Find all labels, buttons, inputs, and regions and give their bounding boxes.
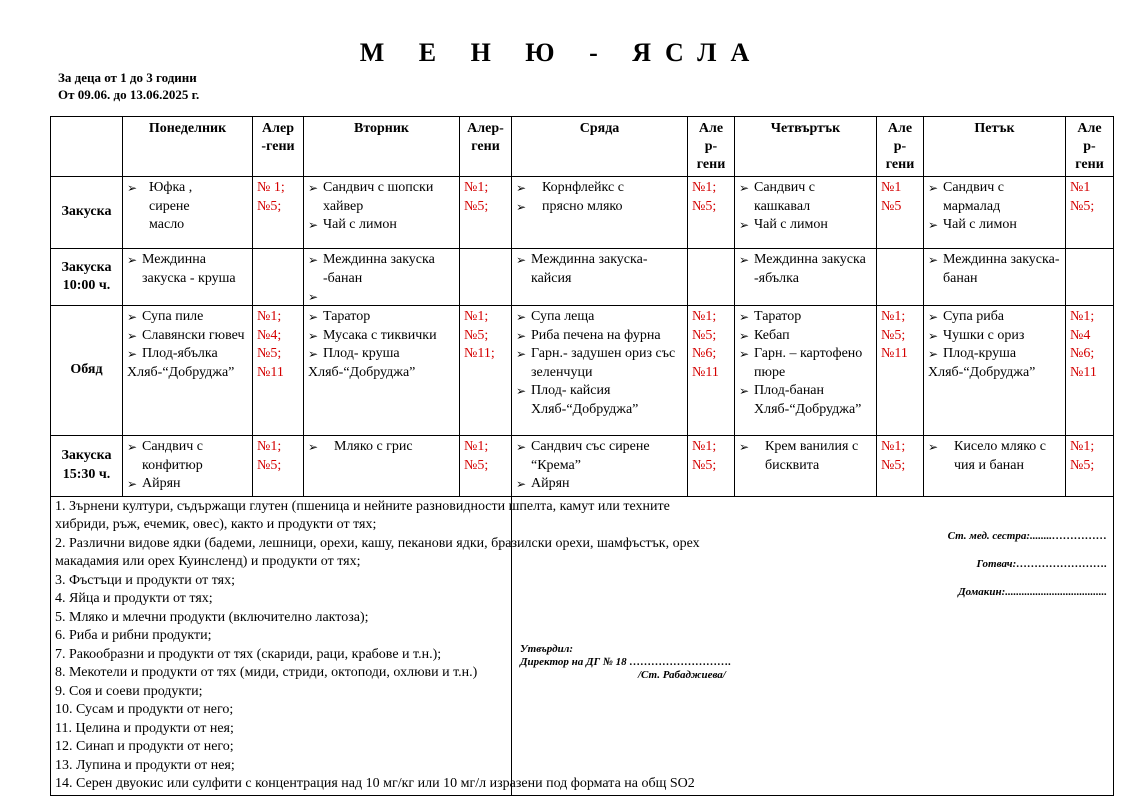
arrow-bullet-icon: ➢: [308, 290, 319, 304]
list-item: ➢ Плод-круша: [928, 345, 1061, 364]
allergens-thu-afternoon: №1; №5;: [877, 436, 924, 497]
bread-label: Хляб-“Добруджа”: [308, 364, 416, 380]
row-snack-1530: [51, 436, 1114, 497]
arrow-bullet-icon: ➢: [127, 328, 138, 343]
allergens-tue-lunch: №1; №5; №11;: [460, 306, 512, 436]
cell-fri-snack: [924, 249, 1066, 306]
arrow-bullet-icon: ➢: [308, 347, 319, 361]
list-item: ➢ Чай с лимон: [308, 216, 455, 235]
nurse-signature: Ст. мед. сестра:........……………: [947, 529, 1107, 542]
list-item: ➢ Чушки с ориз: [928, 327, 1061, 346]
row-label: Закуска 15:30 ч.: [51, 436, 123, 497]
cell-fri-afternoon: [924, 436, 1066, 497]
list-item: ➢ Гарн. – картофено пюре: [739, 346, 863, 380]
allergens-mon-afternoon: №1; №5;: [253, 436, 304, 497]
arrow-bullet-icon: ➢: [516, 347, 527, 361]
arrow-bullet-icon: ➢: [739, 347, 750, 361]
allergens-thu-lunch: №1; №5; №11: [877, 306, 924, 436]
list-item: ➢ Сандвич със сирене “Крема”: [516, 439, 650, 473]
row-lunch: [51, 306, 1114, 436]
arrow-bullet-icon: ➢: [928, 181, 939, 195]
row-label: Обяд: [51, 306, 123, 436]
allergens-wed-lunch: №1; №5; №6; №11: [688, 306, 735, 436]
legend-line: 5. Мляко и млечни продукти (включително лактоза);: [55, 609, 369, 625]
arrow-bullet-icon: ➢: [739, 181, 750, 195]
arrow-bullet-icon: ➢: [516, 384, 527, 398]
legend-line: 8. Мекотели и продукти от тях (миди, стриди, октоподи, охлюви и т.н.): [55, 665, 478, 680]
arrow-bullet-icon: ➢: [516, 310, 527, 324]
row-snack-1000: [51, 249, 1114, 306]
arrow-bullet-icon: ➢: [739, 384, 750, 398]
arrow-bullet-icon: ➢: [127, 440, 138, 454]
header-thursday-allergens: Але р- гени: [877, 117, 924, 177]
list-item: ➢ Плод-ябълка: [127, 345, 248, 364]
arrow-bullet-icon: ➢: [928, 253, 939, 267]
page-title: М Е Н Ю - ЯСЛА: [359, 38, 764, 67]
allergens-thu-snack: [877, 249, 924, 306]
row-breakfast: [51, 177, 1114, 249]
approved-label: Утвърдил:: [520, 642, 574, 655]
list-item: ➢ Супа леща: [516, 308, 683, 327]
arrow-bullet-icon: ➢: [739, 310, 750, 324]
arrow-bullet-icon: ➢: [127, 253, 138, 267]
legend-line: 12. Синап и продукти от него;: [55, 739, 234, 754]
legend-line: 11. Целина и продукти от нея;: [55, 720, 234, 736]
legend-line: 6. Риба и рибни продукти;: [55, 628, 212, 643]
legend-line: 2. Различни видове ядки (бадеми, лешници, орехи, кашу, пеканови ядки, бразилски орехи, шамфъстък, орех: [55, 535, 700, 551]
allergens-fri-lunch: №1; №4 №6; №11: [1066, 306, 1114, 436]
list-item: ➢ Айрян: [127, 475, 248, 494]
arrow-bullet-icon: ➢: [127, 347, 138, 361]
list-item: ➢ Таратор: [739, 308, 872, 327]
cell-mon-breakfast: [123, 177, 253, 249]
list-item: ➢ Гарн.- задушен ориз със зеленчуци: [516, 346, 676, 380]
allergens-wed-breakfast: №1; №5;: [688, 177, 735, 249]
allergens-fri-snack: [1066, 249, 1114, 306]
allergens-tue-afternoon: №1; №5;: [460, 436, 512, 497]
arrow-bullet-icon: ➢: [739, 328, 750, 343]
arrow-bullet-icon: ➢: [308, 310, 319, 324]
cell-mon-snack: [123, 249, 253, 306]
header-wednesday: Сряда: [512, 117, 688, 177]
header-thursday: Четвъртък: [735, 117, 877, 177]
list-item: ➢ Междинна закуска -банан: [308, 252, 435, 286]
arrow-bullet-icon: ➢: [308, 328, 319, 343]
director-name: /Ст. Рабаджиева/: [638, 668, 726, 681]
housekeeper-signature: Домакин:.....................................: [958, 585, 1107, 598]
list-item: ➢ Сандвич с конфитюр: [127, 439, 204, 473]
bread-label: Хляб-“Добруджа”: [127, 364, 235, 380]
arrow-bullet-icon: ➢: [739, 440, 750, 454]
legend-line: хибриди, ръж, ечемик, овес), както и продукти от тях;: [55, 517, 377, 532]
list-item: ➢ Риба печена на фурна: [516, 327, 683, 346]
arrow-bullet-icon: ➢: [516, 440, 527, 454]
list-item: сирене: [149, 198, 190, 214]
list-item: ➢ Юфка ,: [127, 179, 248, 198]
cell-tue-afternoon: [304, 436, 460, 497]
footer-row: [51, 496, 1114, 795]
list-item: ➢ Супа пиле: [127, 308, 248, 327]
legend-line: 9. Соя и соеви продукти;: [55, 683, 203, 699]
list-item: ➢ Славянски гювеч: [127, 327, 248, 346]
arrow-bullet-icon: ➢: [308, 218, 319, 232]
allergens-thu-breakfast: №1 №5: [877, 177, 924, 249]
arrow-bullet-icon: ➢: [928, 440, 939, 454]
arrow-bullet-icon: ➢: [516, 477, 527, 491]
arrow-bullet-icon: ➢: [308, 181, 319, 195]
header-tuesday-allergens: Алер- гени: [460, 117, 512, 177]
row-label: Закуска: [51, 177, 123, 249]
legend-line: 4. Яйца и продукти от тях;: [55, 591, 213, 606]
cell-thu-afternoon: [735, 436, 877, 497]
list-item: ➢ Айрян: [516, 475, 683, 494]
cell-thu-snack: [735, 249, 877, 306]
arrow-bullet-icon: ➢: [308, 253, 319, 267]
list-item: ➢ Сандвич с шопски хайвер: [308, 180, 434, 214]
arrow-bullet-icon: ➢: [739, 218, 750, 232]
arrow-bullet-icon: ➢: [928, 328, 939, 343]
cell-fri-breakfast: [924, 177, 1066, 249]
date-range: От 09.06. до 13.06.2025 г.: [58, 87, 200, 102]
cell-thu-breakfast: [735, 177, 877, 249]
list-item: ➢ прясно мляко: [516, 198, 683, 217]
allergens-wed-snack: [688, 249, 735, 306]
arrow-bullet-icon: ➢: [516, 328, 527, 343]
cell-wed-afternoon: [512, 436, 688, 497]
cell-tue-breakfast: [304, 177, 460, 249]
cell-fri-lunch: [924, 306, 1066, 436]
list-item: ➢ Супа риба: [928, 308, 1061, 327]
legend-line: 3. Фъстъци и продукти от тях;: [55, 572, 235, 588]
list-item: ➢ Кисело мляко с чия и банан: [928, 439, 1047, 473]
arrow-bullet-icon: ➢: [928, 218, 939, 232]
legend-line: 1. Зърнени култури, съдържащи глутен (пшеница и нейните разновидности шпелта, камут или техните: [55, 498, 670, 514]
cell-wed-breakfast: [512, 177, 688, 249]
list-item: ➢ Мляко с грис: [308, 438, 455, 457]
allergens-fri-breakfast: №1 №5;: [1066, 177, 1114, 249]
list-item: ➢ Плод- круша: [308, 345, 455, 364]
legend-line: 10. Сусам и продукти от него;: [55, 702, 234, 717]
legend-line: 13. Лупина и продукти от нея;: [55, 757, 235, 773]
arrow-bullet-icon: ➢: [516, 199, 527, 214]
list-item: ➢ Плод- кайсия: [516, 382, 683, 401]
row-label: Закуска 10:00 ч.: [51, 249, 123, 306]
menu-table: [50, 116, 1114, 796]
legend-line: макадамия или орех Куинсленд) и продукти от тях;: [55, 554, 361, 569]
arrow-bullet-icon: ➢: [516, 181, 527, 195]
list-item: ➢ Междинна закуска-кайсия: [516, 252, 648, 286]
bread-label: Хляб-“Добруджа”: [928, 364, 1036, 380]
arrow-bullet-icon: ➢: [127, 181, 138, 195]
arrow-bullet-icon: ➢: [127, 310, 138, 324]
arrow-bullet-icon: ➢: [739, 253, 750, 267]
allergens-mon-lunch: №1; №4; №5; №11: [253, 306, 304, 436]
corner-cell: [51, 117, 123, 177]
cell-mon-afternoon: [123, 436, 253, 497]
allergens-tue-snack: [460, 249, 512, 306]
header-wednesday-allergens: Але р- гени: [688, 117, 735, 177]
list-item: ➢ Сандвич с мармалад: [928, 180, 1005, 214]
list-item: ➢ Междинна закуска-банан: [928, 252, 1060, 286]
header-monday-allergens: Алер -гени: [253, 117, 304, 177]
approval-block: [520, 643, 731, 682]
list-item: ➢ Кебап: [739, 327, 872, 346]
cell-wed-lunch: [512, 306, 688, 436]
list-item: ➢ Междинна закуска - круша: [127, 252, 236, 286]
signature-block: [512, 496, 1114, 795]
list-item: ➢ Плод-банан Хляб-“Добруджа”: [739, 383, 862, 417]
header-friday: Петък: [924, 117, 1066, 177]
allergens-mon-breakfast: № 1; №5;: [253, 177, 304, 249]
list-item: ➢ Чай с лимон: [928, 216, 1061, 235]
list-item: ➢ Междинна закуска -ябълка: [739, 252, 866, 286]
cell-wed-snack: [512, 249, 688, 306]
bread-label: Хляб-“Добруджа”: [531, 401, 639, 417]
allergens-tue-breakfast: №1; №5;: [460, 177, 512, 249]
list-item: ➢ Чай с лимон: [739, 216, 872, 235]
allergens-mon-snack: [253, 249, 304, 306]
age-group: За деца от 1 до 3 години: [58, 70, 197, 85]
list-item: ➢ Таратор: [308, 308, 455, 327]
arrow-bullet-icon: ➢: [928, 347, 939, 361]
legend-line: 14. Серен двуокис или сулфити с концентрация над 10 мг/кг или 10 мг/л изразени под формата на общ SO2: [55, 776, 695, 791]
header-monday: Понеделник: [123, 117, 253, 177]
list-item: ➢ Крем ванилия с бисквита: [739, 439, 859, 473]
cell-thu-lunch: [735, 306, 877, 436]
cell-tue-snack: [304, 249, 460, 306]
list-item: ➢ Мусака с тиквички: [308, 327, 455, 346]
header-friday-allergens: Але р- гени: [1066, 117, 1114, 177]
allergens-wed-afternoon: №1; №5;: [688, 436, 735, 497]
director-signature: Директор на ДГ № 18 ……………………….: [520, 655, 732, 668]
arrow-bullet-icon: ➢: [308, 440, 319, 454]
list-item: ➢ Корнфлейкс с: [516, 179, 683, 198]
arrow-bullet-icon: ➢: [516, 253, 527, 267]
header-tuesday: Вторник: [304, 117, 460, 177]
list-item: ➢ Сандвич с кашкавал: [739, 180, 816, 214]
arrow-bullet-icon: ➢: [928, 310, 939, 324]
legend-line: 7. Ракообразни и продукти от тях (скариди, раци, крабове и т.н.);: [55, 646, 442, 662]
list-item: масло: [149, 217, 185, 232]
cook-signature: Готвач:…………………….: [976, 557, 1107, 570]
cell-mon-lunch: [123, 306, 253, 436]
cell-tue-lunch: [304, 306, 460, 436]
arrow-bullet-icon: ➢: [127, 477, 138, 491]
allergens-fri-afternoon: №1; №5;: [1066, 436, 1114, 497]
